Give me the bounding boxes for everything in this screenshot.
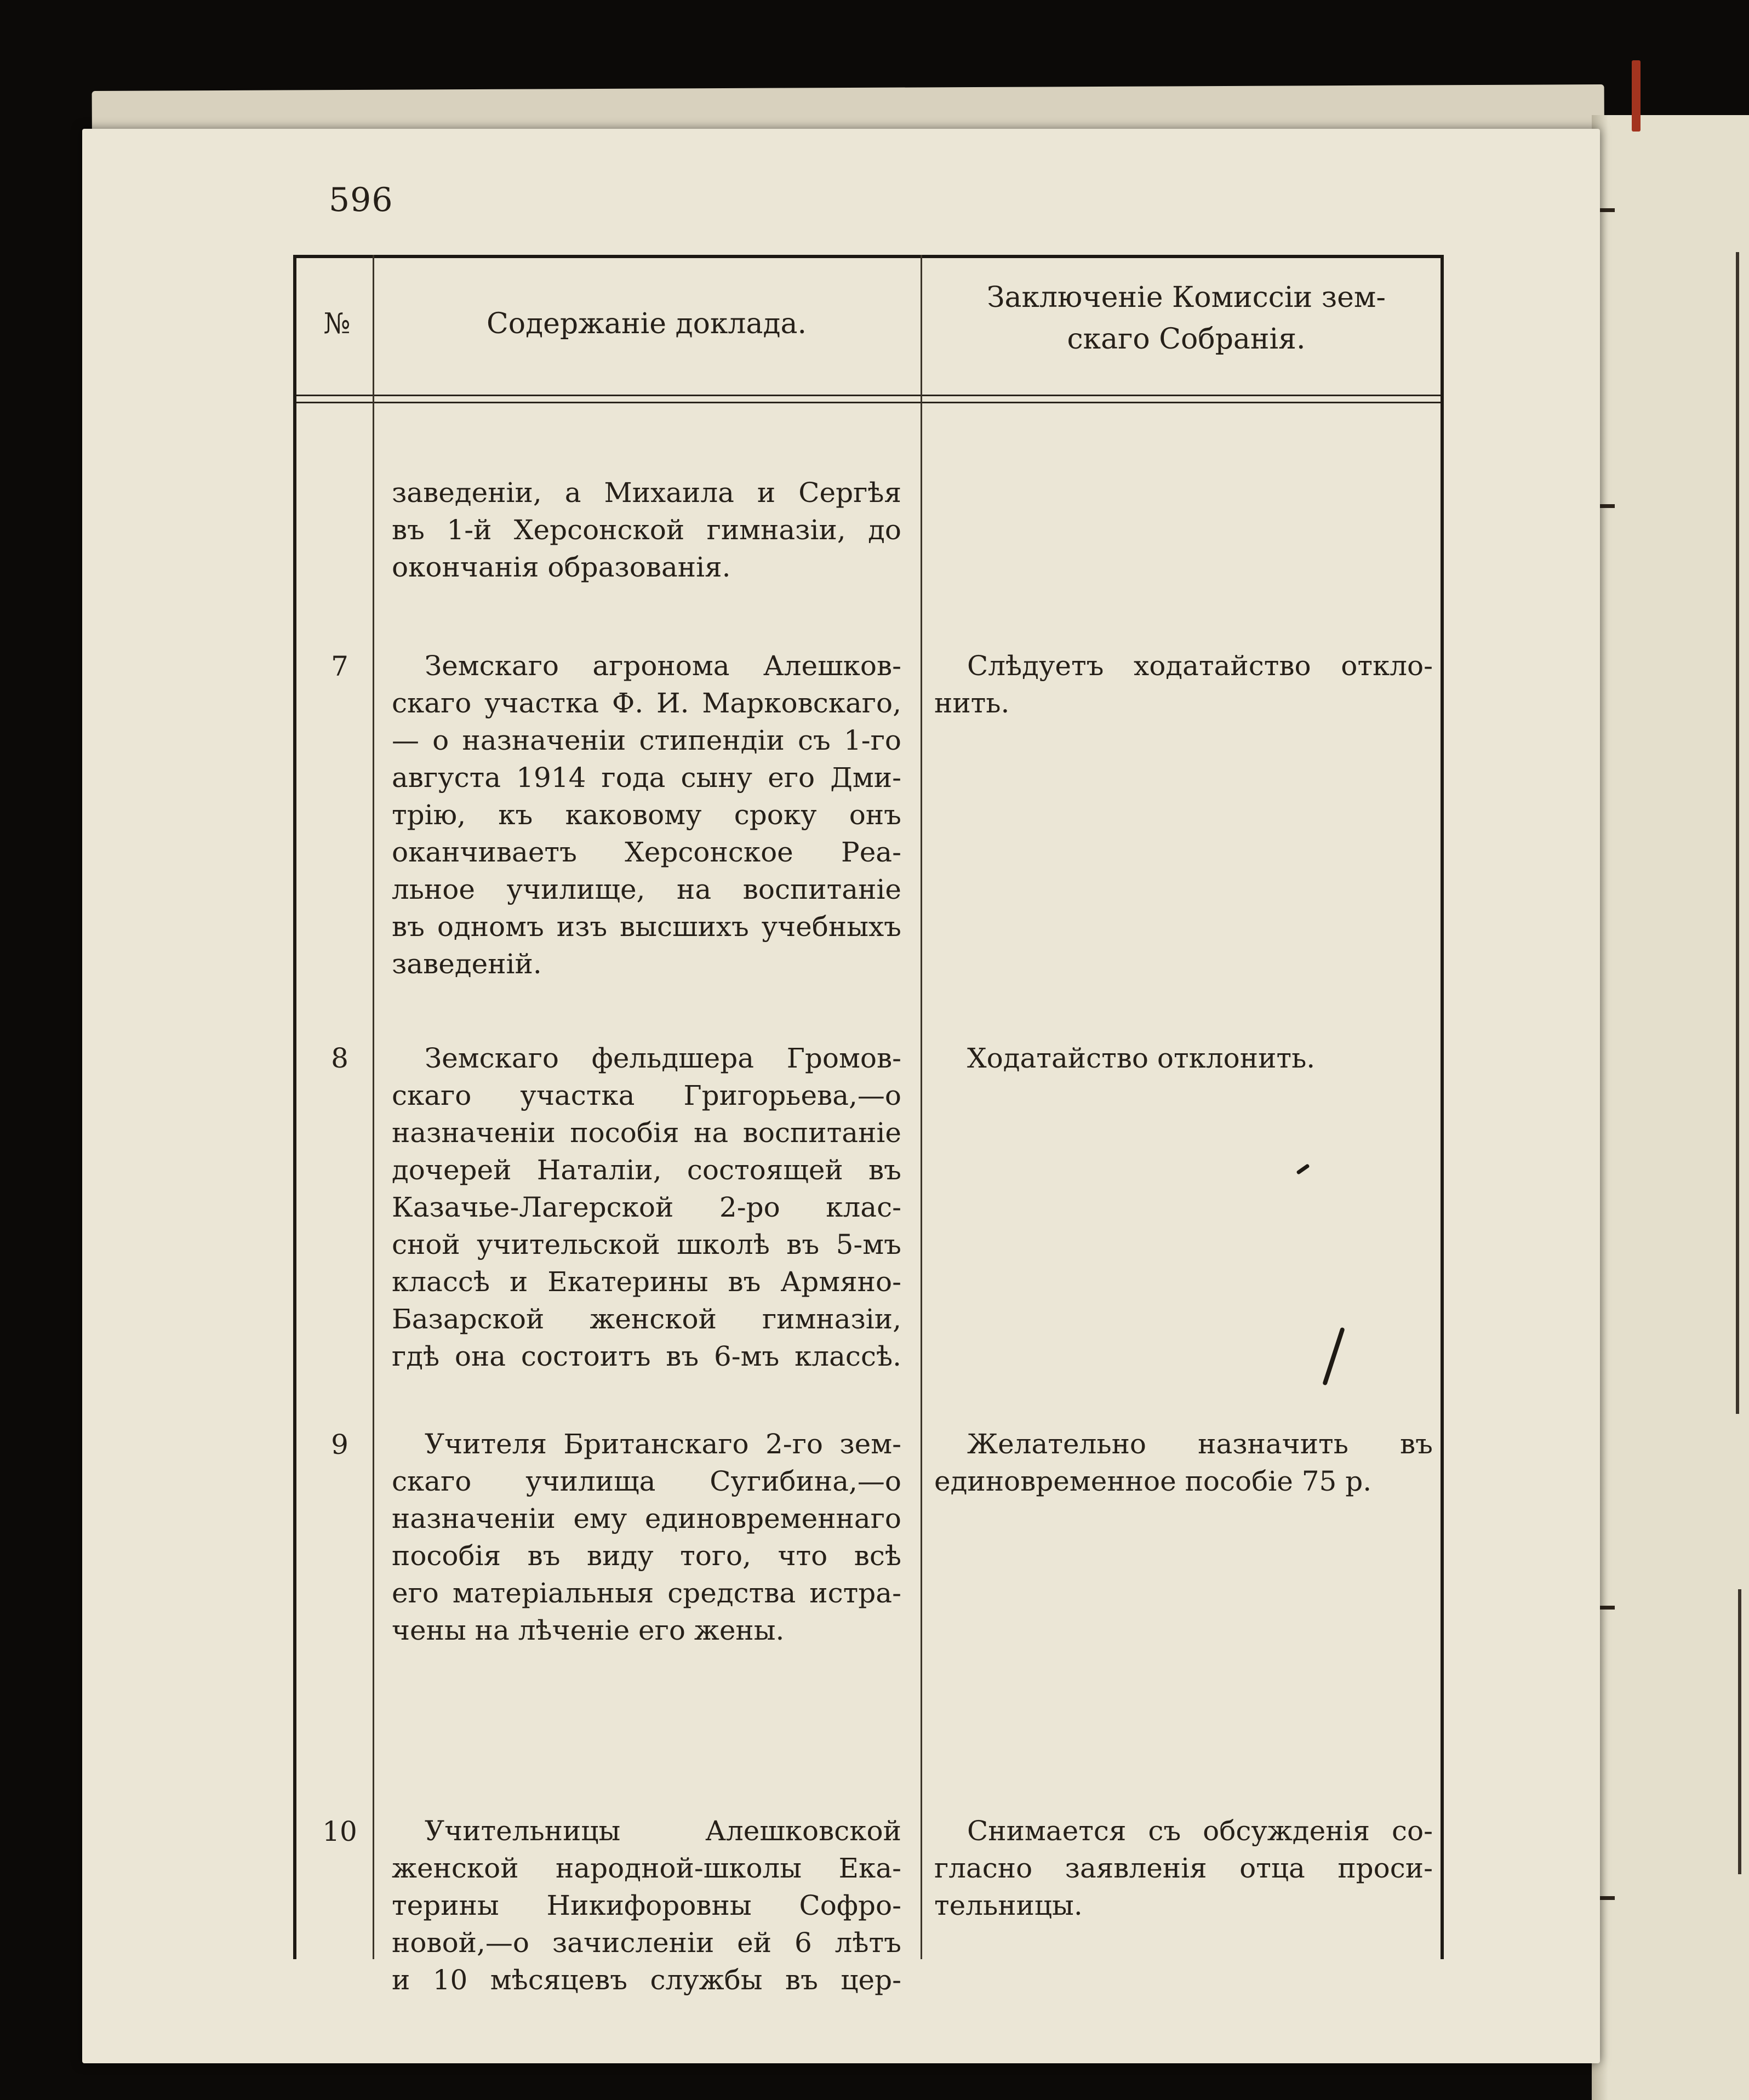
text-line: Снимается съ обсужденія со- [967,1815,1433,1847]
text-line: трію, къ каковому сроку онъ [392,799,901,831]
row-number: 9 [331,1429,348,1460]
header-content: Содержаніе доклада. [486,307,807,340]
text-line: въ 1-й Херсонской гимназіи, до [392,514,901,546]
table-top-rule [293,255,1444,258]
facing-page-rule [1736,252,1739,1414]
column-divider [373,255,374,1959]
text-line: скаго участка Ф. И. Марковскаго, [392,687,901,719]
facing-page-rule [1738,1589,1741,1874]
column-divider [921,255,922,1959]
row-conclusion [934,1425,1433,1500]
table-border-left [293,255,296,1959]
text-line: Казачье-Лагерской 2-ро клас- [392,1191,901,1223]
text-line: женской народной-школы Ека- [392,1852,901,1884]
text-line: новой,—о зачисленіи ей 6 лѣтъ [392,1927,901,1959]
text-line: тельницы. [934,1890,1083,1921]
facing-page-edge [1600,115,1749,2100]
row-number: 10 [322,1816,357,1847]
text-line: нить. [934,687,1010,719]
row-number: 8 [331,1042,348,1074]
header-conclusion-line: скаго Собранія. [1067,323,1306,356]
continuation-content [392,474,901,586]
text-line: скаго училища Сугибина,—о [392,1465,901,1497]
table-border-right [1441,255,1444,1959]
row-content [392,1040,901,1375]
text-line: и 10 мѣсяцевъ службы въ цер- [392,1964,901,1996]
text-line: Базарской женской гимназіи, [392,1303,901,1335]
header-rule [296,402,1442,403]
text-line: оканчиваетъ Херсонское Реа- [392,836,901,868]
text-line: въ одномъ изъ высшихъ учебныхъ [392,911,901,943]
row-content [392,647,901,983]
text-line: Учителя Британскаго 2-го зем- [425,1428,901,1460]
row-content [392,1812,901,1999]
row-number: 7 [331,650,348,682]
text-line: Земскаго фельдшера Громов- [425,1042,901,1074]
text-line: льное училище, на воспитаніе [392,874,901,905]
text-line: гласно заявленія отца проси- [934,1852,1433,1884]
text-line: единовременное пособіе 75 р. [934,1465,1372,1497]
header-conclusion [934,277,1438,360]
text-line: Желательно назначить въ [967,1428,1433,1460]
text-line: — о назначеніи стипендіи съ 1-го [392,724,901,756]
bookmark-ribbon [1632,60,1641,132]
row-conclusion [934,647,1433,722]
text-line: Ходатайство отклонить. [967,1042,1316,1074]
text-line: заведеній. [392,948,542,980]
header-rule [296,395,1442,396]
text-line: окончанія образованія. [392,551,731,583]
text-line: назначеніи пособія на воспитаніе [392,1117,901,1149]
text-line: классѣ и Екатерины въ Армяно- [392,1266,901,1298]
text-line: чены на лѣченіе его жены. [392,1614,785,1646]
text-line: его матеріальныя средства истра- [392,1577,901,1609]
header-number: № [323,307,351,340]
text-line: терины Никифоровны Софро- [392,1890,901,1921]
text-line: скаго участка Григорьева,—о [392,1080,901,1111]
text-line: дочерей Наталіи, состоящей въ [392,1154,901,1186]
text-line: Земскаго агронома Алешков- [425,650,901,682]
text-line: Слѣдуетъ ходатайство откло- [967,650,1433,682]
text-line: августа 1914 года сыну его Дми- [392,762,901,794]
row-conclusion [934,1812,1433,1924]
report-table [293,255,1444,1996]
text-line: пособія въ виду того, что всѣ [392,1540,901,1572]
text-line: Учительницы Алешковской [425,1815,901,1847]
text-line: сной учительской школѣ въ 5-мъ [392,1229,901,1260]
text-line: заведеніи, а Михаила и Сергѣя [392,477,901,509]
text-line: назначеніи ему единовременнаго [392,1503,901,1534]
header-conclusion-line: Заключеніе Комиссіи зем- [987,281,1386,314]
text-line: гдѣ она состоитъ въ 6-мъ классѣ. [392,1340,901,1372]
row-content [392,1425,901,1649]
row-conclusion [934,1040,1433,1077]
page-number: 596 [329,181,393,219]
